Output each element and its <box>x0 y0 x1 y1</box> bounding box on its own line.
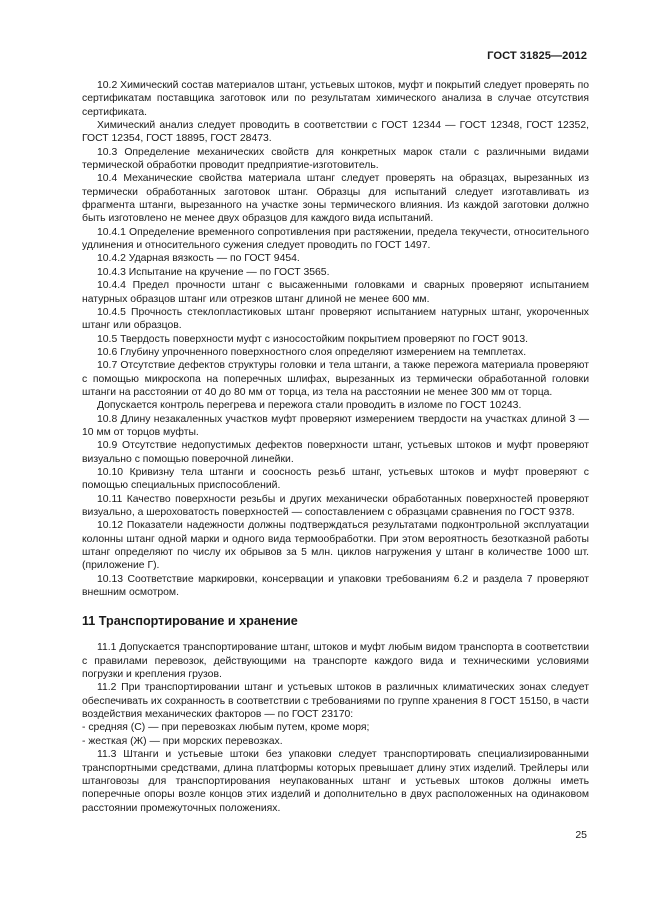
section-11-list <box>82 721 589 748</box>
page-number: 25 <box>575 829 587 841</box>
paragraph: 10.9 Отсутствие недопустимых дефектов поверхности штанг, устьевых штоков и муфт проверяют визуально с помощью поверочной линейки. <box>82 440 589 465</box>
paragraph: 10.13 Соответствие маркировки, консервации и упаковки требованиям 6.2 и раздела 7 проверяют внешним осмотром. <box>82 573 589 599</box>
section-11-body-end <box>82 748 589 815</box>
paragraph: 10.10 Кривизну тела штанги и соосность резьб штанг, устьевых штоков и муфт проверяют с помощью специальных приспособлений. <box>82 466 589 492</box>
paragraph: 10.3 Определение механических свойств для конкретных марок стали с различными видами термической обработки проводит предприятие-изготовитель. <box>82 146 589 172</box>
paragraph: 10.4.4 Предел прочности штанг с высаженными головками и сварных проверяют испытанием натурных образцов штанг или отрезков штанг длиной не менее 600 мм. <box>82 280 589 305</box>
document-body <box>82 79 589 815</box>
paragraph: Химический анализ следует проводить в соответствии с ГОСТ 12344 — ГОСТ 12348, ГОСТ 12352, ГОСТ 12354, ГОСТ 18895, ГОСТ 28473. <box>82 120 589 145</box>
paragraph: Допускается контроль перегрева и пережога стали проводить в изломе по ГОСТ 10243. <box>97 400 522 412</box>
paragraph: 10.8 Длину незакаленных участков муфт проверяют измерением твердости на участках длиной 3 — 10 мм от торцов муфты. <box>82 413 589 438</box>
list-item: - жесткая (Ж) — при морских перевозках. <box>82 735 283 747</box>
paragraph: 10.7 Отсутствие дефектов структуры головки и тела штанги, а также пережога материала проверяют с помощью микроскопа на поперечных шлифах, вырезанных из термически обработанной головки штанги на расстоянии от 40 до 80 мм от торца, из тела на расстоянии не менее 300 мм от торца. <box>82 360 589 398</box>
paragraph: 10.4.1 Определение временного сопротивления при растяжении, предела текучести, относительного удлинения и относительного сужения следует проводить по ГОСТ 1497. <box>82 226 589 252</box>
paragraph: 10.2 Химический состав материалов штанг, устьевых штоков, муфт и покрытий следует проверять по сертификатам поставщика заготовок или по результатам химического анализа в случае отсутствия сертификата. <box>82 80 589 118</box>
paragraph: 10.4.2 Ударная вязкость — по ГОСТ 9454. <box>97 253 300 265</box>
document-header: ГОСТ 31825—2012 <box>487 50 587 62</box>
section-10-body <box>82 79 589 599</box>
paragraph: 11.3 Штанги и устьевые штоки без упаковки следует транспортировать специализированными транспортными средствами, длина платформы которых превышает длину этих изделий. Трейлеры или штанговозы для транспортирования неупакованных штанг и устьевых штоков должны иметь поперечные опоры возле концов этих изделий и дополнительно в двух расположенных на одинаковом расстоянии промежуточных положениях. <box>82 749 589 814</box>
paragraph: 10.4.5 Прочность стеклопластиковых штанг проверяют испытанием натурных штанг, укороченных штанг или образцов. <box>82 306 589 332</box>
paragraph: 11.1 Допускается транспортирование штанг, штоков и муфт любым видом транспорта в соответствии с правилами перевозок, действующими на транспорте каждого вида и техническими условиями погрузки и крепления грузов. <box>82 642 589 681</box>
section-title: 11 Транспортирование и хранение <box>82 614 298 629</box>
paragraph: 11.2 При транспортировании штанг и устьевых штоков в различных климатических зонах следует обеспечивать их сохранность в соответствии с требованиями по группе хранения 8 ГОСТ 15150, в части воздействия механических факторов — по ГОСТ 23170: <box>82 682 589 721</box>
paragraph: 10.12 Показатели надежности должны подтверждаться результатами подконтрольной эксплуатации колонны штанг одной марки и одного вида термообработки. При этом вероятность безотказной работы штанг определяют по числу их обрывов за 5 млн. циклов нагружения у штанг в количестве 1000 шт. (приложение Г). <box>82 520 589 572</box>
paragraph: 10.6 Глубину упрочненного поверхностного слоя определяют измерением на темплетах. <box>97 346 527 358</box>
paragraph: 10.4.3 Испытание на кручение — по ГОСТ 3565. <box>97 266 330 278</box>
paragraph: 10.5 Твердость поверхности муфт с износостойким покрытием проверяют по ГОСТ 9013. <box>97 333 529 345</box>
paragraph: 10.11 Качество поверхности резьбы и других механически обработанных поверхностей проверяют визуально, а шероховатость поверхностей — сопоставлением с образцами сравнения по ГОСТ 9378. <box>82 493 589 518</box>
list-item: - средняя (С) — при перевозках любым путем, кроме моря; <box>82 722 370 734</box>
section-11-body <box>82 641 589 721</box>
paragraph: 10.4 Механические свойства материала штанг следует проверять на образцах, вырезанных из термически обработанных заготовок штанг. Образцы для испытаний следует изготавливать из фрагмента штанги, вырезанного на участке зоны термического влияния. Из каждой заготовки должно быть изготовлено не менее двух образцов для каждого вида испытаний. <box>82 173 589 225</box>
